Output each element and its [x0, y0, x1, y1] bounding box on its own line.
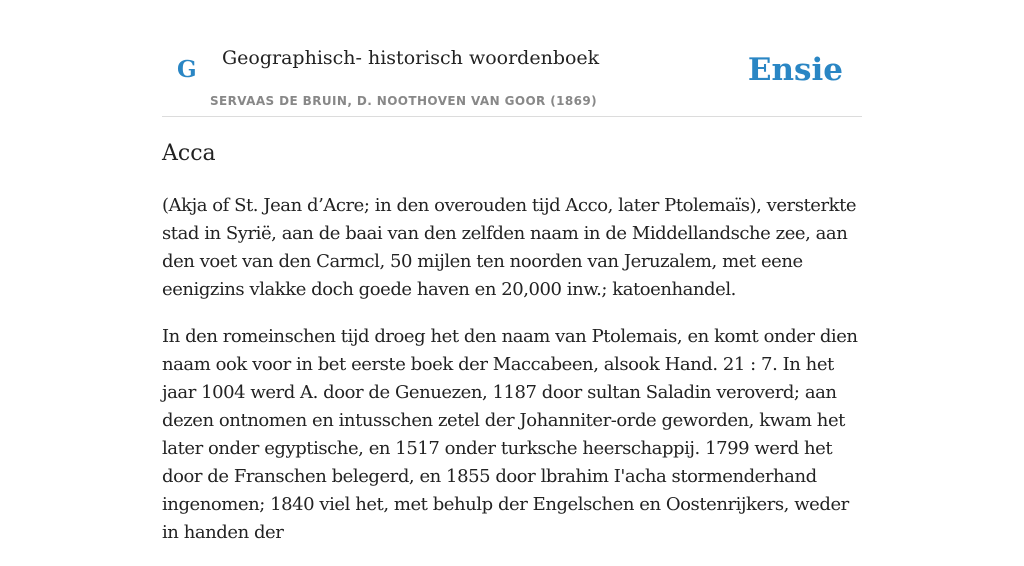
book-header — [162, 0, 862, 117]
entry-body — [162, 192, 862, 566]
book-letter-icon[interactable]: G — [177, 56, 197, 83]
book-title-link[interactable]: Geographisch- historisch woordenboek — [222, 47, 600, 69]
entry-paragraph: In den romeinschen tijd droeg het den naam van Ptolemais, en komt onder dien naam ook voor in bet eerste boek der Maccabeen, alsook Hand. 21 : 7. In het jaar 1004 werd A. door de Genuezen, 1187 door sultan Saladin veroverd; aan dezen ontnomen en intusschen zetel der Johanniter-orde geworden, kwam het later onder egyptische, en 1517 onder turksche heerschappij. 1799 werd het door de Franschen belegerd, en 1855 door lbrahim I'acha stormenderhand ingenomen; 1840 viel het, met behulp der Engelschen en Oostenrijkers, weder in handen der — [162, 326, 858, 543]
page-container — [162, 0, 862, 543]
ensie-logo[interactable]: Ensie — [747, 52, 843, 88]
entry-title: Acca — [162, 141, 216, 166]
entry-paragraph: (Akja of St. Jean d’Acre; in den overouden tijd Acco, later Ptolemaïs), versterkte stad in Syrië, aan de baai van den zelfden naam in de Middellandsche zee, aan den voet van den Carmcl, 50 mijlen ten noorden van Jeruzalem, met eene eenigzins vlakke doch goede haven en 20,000 inw.; katoenhandel. — [162, 195, 857, 300]
book-author: SERVAAS DE BRUIN, D. NOOTHOVEN VAN GOOR (1869) — [210, 94, 598, 108]
